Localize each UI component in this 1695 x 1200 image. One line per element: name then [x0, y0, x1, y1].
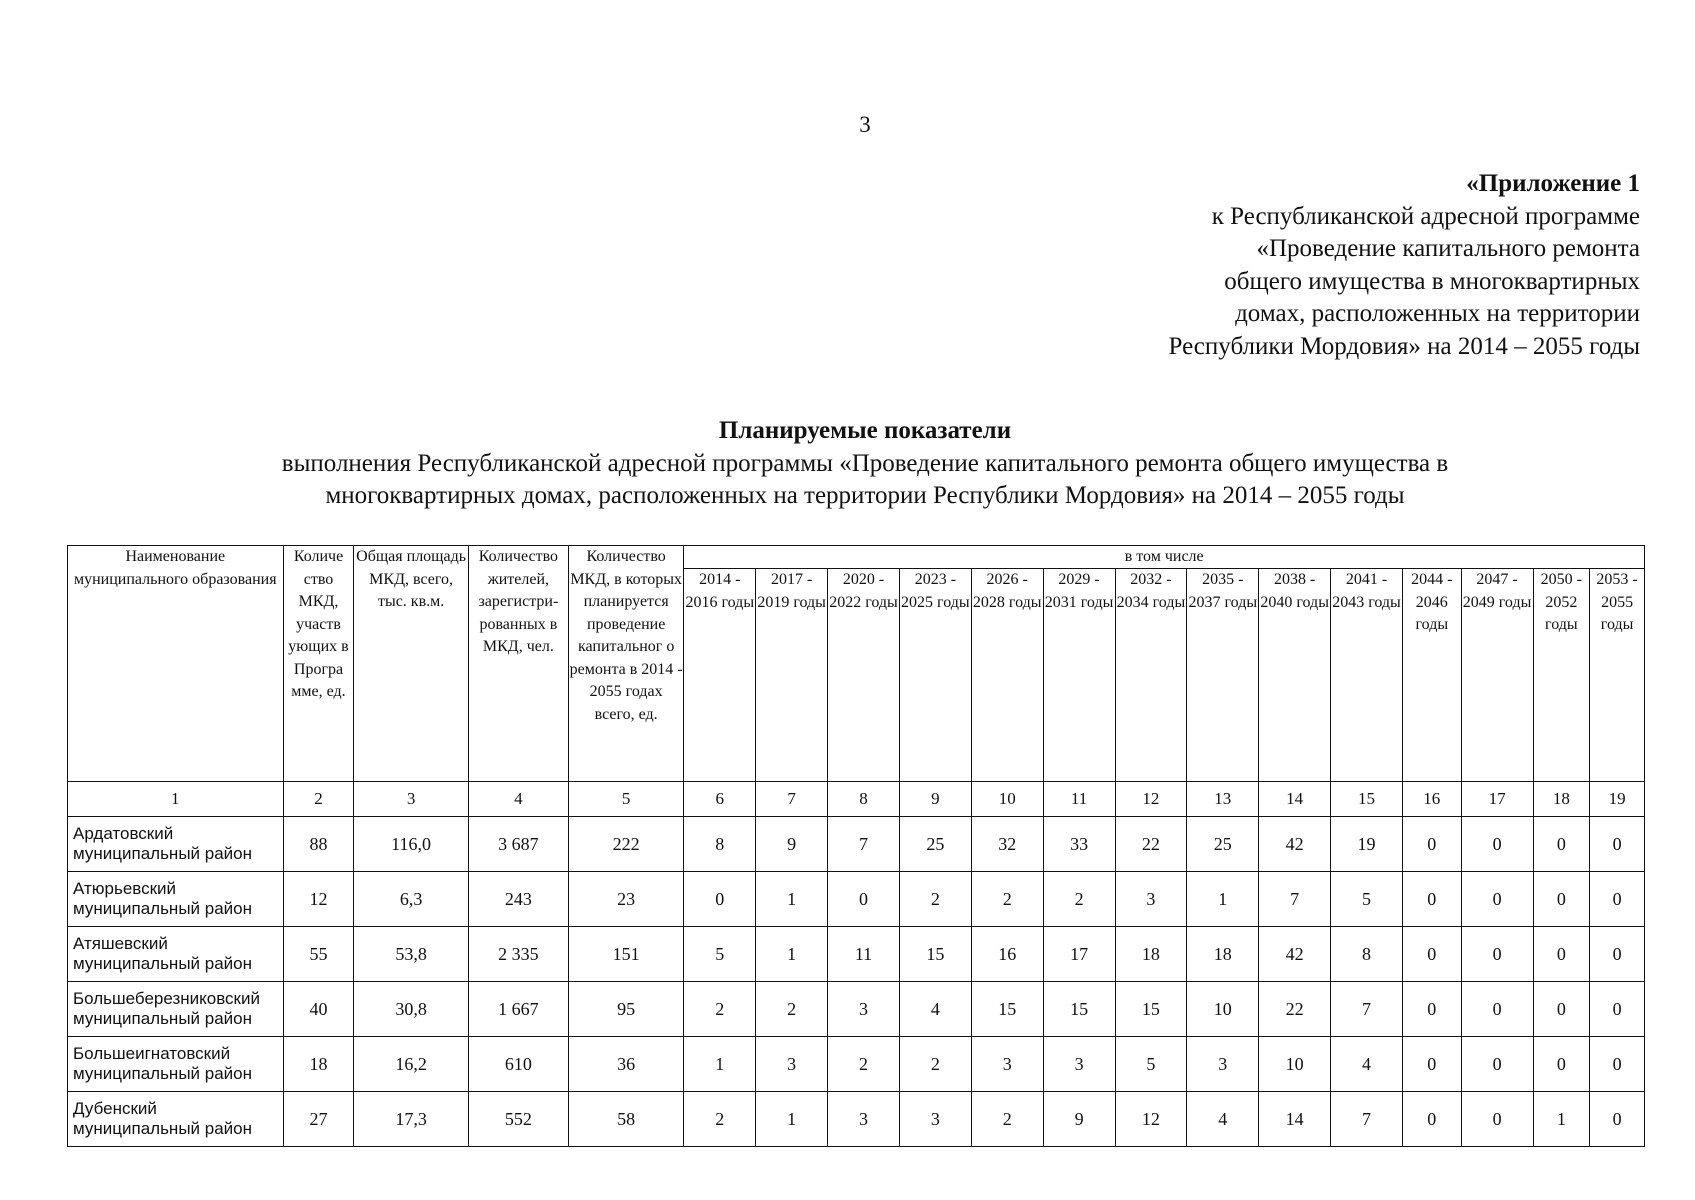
- period-cell: 1: [756, 872, 828, 927]
- period-cell: 0: [1402, 1037, 1461, 1092]
- period-cell: 22: [1115, 817, 1187, 872]
- column-number: 1: [68, 782, 284, 817]
- column-number: 3: [354, 782, 468, 817]
- planned-cell: 23: [568, 872, 683, 927]
- period-cell: 8: [684, 817, 756, 872]
- period-cell: 7: [1331, 982, 1403, 1037]
- period-cell: 32: [971, 817, 1043, 872]
- period-cell: 0: [1590, 982, 1645, 1037]
- area-cell: 17,3: [354, 1092, 468, 1147]
- planned-cell: 151: [568, 927, 683, 982]
- header-period: 2038 - 2040 годы: [1259, 569, 1331, 782]
- residents-cell: 243: [468, 872, 568, 927]
- period-cell: 10: [1187, 982, 1259, 1037]
- period-cell: 3: [828, 1092, 900, 1147]
- header-planned: Количество МКД, в которых планируется проведение капитальног о ремонта в 2014 - 2055 годах всего, ед.: [568, 546, 683, 782]
- period-cell: 16: [971, 927, 1043, 982]
- area-cell: 16,2: [354, 1037, 468, 1092]
- column-number: 19: [1590, 782, 1645, 817]
- page-number: 3: [859, 112, 871, 137]
- column-number: 5: [568, 782, 683, 817]
- period-cell: 2: [971, 872, 1043, 927]
- area-cell: 30,8: [354, 982, 468, 1037]
- heading-line: выполнения Республиканской адресной программы «Проведение капитального ремонта общего имущества в: [281, 449, 1449, 477]
- appendix-line: к Республиканской адресной программе: [1211, 202, 1640, 230]
- period-cell: 19: [1331, 817, 1403, 872]
- period-cell: 3: [828, 982, 900, 1037]
- table-row: [68, 817, 1645, 872]
- period-cell: 2: [828, 1037, 900, 1092]
- period-cell: 0: [1590, 872, 1645, 927]
- period-cell: 11: [828, 927, 900, 982]
- count-cell: 40: [283, 982, 354, 1037]
- residents-cell: 1 667: [468, 982, 568, 1037]
- table-row: [68, 982, 1645, 1037]
- appendix-block: [1169, 168, 1641, 363]
- period-cell: 33: [1043, 817, 1115, 872]
- period-cell: 25: [899, 817, 971, 872]
- table-row: [68, 927, 1645, 982]
- period-cell: 5: [1331, 872, 1403, 927]
- period-cell: 0: [1402, 872, 1461, 927]
- residents-cell: 2 335: [468, 927, 568, 982]
- period-cell: 3: [899, 1092, 971, 1147]
- period-cell: 1: [756, 927, 828, 982]
- period-cell: 4: [899, 982, 971, 1037]
- column-number-row: [68, 782, 1645, 817]
- period-cell: 9: [756, 817, 828, 872]
- name-cell: Атюрьевский муниципальный район: [68, 872, 284, 927]
- planned-cell: 58: [568, 1092, 683, 1147]
- name-cell: Большеигнатовский муниципальный район: [68, 1037, 284, 1092]
- period-cell: 7: [1259, 872, 1331, 927]
- period-cell: 4: [1331, 1037, 1403, 1092]
- period-cell: 2: [684, 1092, 756, 1147]
- period-cell: 0: [1533, 872, 1590, 927]
- header-period: 2026 - 2028 годы: [971, 569, 1043, 782]
- period-cell: 0: [684, 872, 756, 927]
- period-cell: 0: [1533, 927, 1590, 982]
- period-cell: 14: [1259, 1092, 1331, 1147]
- count-cell: 18: [283, 1037, 354, 1092]
- period-cell: 2: [1043, 872, 1115, 927]
- area-cell: 6,3: [354, 872, 468, 927]
- period-cell: 7: [828, 817, 900, 872]
- period-cell: 15: [1115, 982, 1187, 1037]
- period-cell: 3: [1187, 1037, 1259, 1092]
- appendix-title: «Приложение 1: [1466, 170, 1640, 197]
- header-residents: Количество жителей, зарегистри-рованных в МКД, чел.: [468, 546, 568, 782]
- column-number: 16: [1402, 782, 1461, 817]
- column-number: 8: [828, 782, 900, 817]
- count-cell: 88: [283, 817, 354, 872]
- name-cell: Атяшевский муниципальный район: [68, 927, 284, 982]
- header-period: 2044 - 2046 годы: [1402, 569, 1461, 782]
- header-period: 2032 - 2034 годы: [1115, 569, 1187, 782]
- header-count: Количе ство МКД, участв ующих в Програ мме, ед.: [283, 546, 354, 782]
- column-number: 12: [1115, 782, 1187, 817]
- header-period: 2029 - 2031 годы: [1043, 569, 1115, 782]
- period-cell: 2: [756, 982, 828, 1037]
- period-cell: 25: [1187, 817, 1259, 872]
- period-cell: 15: [1043, 982, 1115, 1037]
- period-cell: 0: [1402, 982, 1461, 1037]
- column-number: 18: [1533, 782, 1590, 817]
- period-cell: 3: [1115, 872, 1187, 927]
- period-cell: 0: [1461, 872, 1533, 927]
- heading-title: Планируемые показатели: [718, 417, 1012, 444]
- table-row: [68, 1092, 1645, 1147]
- period-cell: 1: [684, 1037, 756, 1092]
- column-number: 17: [1461, 782, 1533, 817]
- residents-cell: 552: [468, 1092, 568, 1147]
- header-period: 2020 - 2022 годы: [828, 569, 900, 782]
- planned-cell: 36: [568, 1037, 683, 1092]
- table-row: [68, 1037, 1645, 1092]
- period-cell: 9: [1043, 1092, 1115, 1147]
- period-cell: 0: [1590, 817, 1645, 872]
- column-number: 6: [684, 782, 756, 817]
- period-cell: 0: [828, 872, 900, 927]
- header-period: 2047 - 2049 годы: [1461, 569, 1533, 782]
- appendix-line: домах, расположенных на территории: [1235, 300, 1640, 327]
- period-cell: 1: [1187, 872, 1259, 927]
- appendix-line: «Проведение капитального ремонта: [1256, 235, 1640, 262]
- period-cell: 42: [1259, 927, 1331, 982]
- period-cell: 3: [971, 1037, 1043, 1092]
- period-cell: 0: [1533, 1037, 1590, 1092]
- column-number: 4: [468, 782, 568, 817]
- period-cell: 15: [971, 982, 1043, 1037]
- period-cell: 3: [756, 1037, 828, 1092]
- heading-line: многоквартирных домах, расположенных на территории Республики Мордовия» на 2014 – 2055 годы: [325, 482, 1405, 509]
- planned-cell: 95: [568, 982, 683, 1037]
- column-number: 10: [971, 782, 1043, 817]
- period-cell: 0: [1461, 927, 1533, 982]
- period-cell: 10: [1259, 1037, 1331, 1092]
- planned-cell: 222: [568, 817, 683, 872]
- header-period: 2023 - 2025 годы: [899, 569, 971, 782]
- period-cell: 1: [756, 1092, 828, 1147]
- period-cell: 5: [684, 927, 756, 982]
- period-cell: 0: [1461, 1037, 1533, 1092]
- header-period: 2041 - 2043 годы: [1331, 569, 1403, 782]
- column-number: 14: [1259, 782, 1331, 817]
- name-cell: Большеберезниковский муниципальный район: [68, 982, 284, 1037]
- column-number: 11: [1043, 782, 1115, 817]
- period-cell: 2: [899, 872, 971, 927]
- table-body: [68, 817, 1645, 1147]
- period-cell: 3: [1043, 1037, 1115, 1092]
- header-period: 2050 - 2052 годы: [1533, 569, 1590, 782]
- period-cell: 0: [1402, 1092, 1461, 1147]
- name-cell: Ардатовский муниципальный район: [68, 817, 284, 872]
- header-period: 2014 - 2016 годы: [684, 569, 756, 782]
- period-cell: 17: [1043, 927, 1115, 982]
- period-cell: 0: [1461, 982, 1533, 1037]
- document-heading: [0, 415, 1695, 513]
- period-cell: 12: [1115, 1092, 1187, 1147]
- period-cell: 22: [1259, 982, 1331, 1037]
- period-cell: 15: [899, 927, 971, 982]
- appendix-line: общего имущества в многоквартирных: [1224, 267, 1640, 295]
- period-cell: 7: [1331, 1092, 1403, 1147]
- period-cell: 4: [1187, 1092, 1259, 1147]
- count-cell: 27: [283, 1092, 354, 1147]
- period-cell: 0: [1402, 817, 1461, 872]
- header-period: 2017 - 2019 годы: [756, 569, 828, 782]
- header-period: 2035 - 2037 годы: [1187, 569, 1259, 782]
- header-name: Наименование муниципального образования: [68, 546, 284, 782]
- name-cell: Дубенский муниципальный район: [68, 1092, 284, 1147]
- residents-cell: 610: [468, 1037, 568, 1092]
- column-number: 7: [756, 782, 828, 817]
- area-cell: 53,8: [354, 927, 468, 982]
- period-cell: 0: [1590, 1092, 1645, 1147]
- period-cell: 0: [1461, 1092, 1533, 1147]
- period-cell: 42: [1259, 817, 1331, 872]
- period-cell: 0: [1533, 982, 1590, 1037]
- header-row: [68, 546, 1645, 569]
- appendix-line: Республики Мордовия» на 2014 – 2055 годы: [1168, 332, 1640, 360]
- area-cell: 116,0: [354, 817, 468, 872]
- period-cell: 0: [1402, 927, 1461, 982]
- period-cell: 2: [684, 982, 756, 1037]
- table-row: [68, 872, 1645, 927]
- period-cell: 5: [1115, 1037, 1187, 1092]
- header-area: Общая площадь МКД, всего, тыс. кв.м.: [354, 546, 468, 782]
- column-number: 2: [283, 782, 354, 817]
- period-cell: 1: [1533, 1092, 1590, 1147]
- period-cell: 2: [899, 1037, 971, 1092]
- column-number: 9: [899, 782, 971, 817]
- residents-cell: 3 687: [468, 817, 568, 872]
- column-number: 15: [1331, 782, 1403, 817]
- period-cell: 18: [1115, 927, 1187, 982]
- period-cell: 0: [1590, 1037, 1645, 1092]
- period-cell: 0: [1533, 817, 1590, 872]
- period-cell: 2: [971, 1092, 1043, 1147]
- indicators-table: [67, 545, 1645, 1147]
- count-cell: 55: [283, 927, 354, 982]
- period-cell: 8: [1331, 927, 1403, 982]
- header-group: в том числе: [684, 546, 1645, 569]
- period-cell: 0: [1590, 927, 1645, 982]
- column-number: 13: [1187, 782, 1259, 817]
- period-cell: 0: [1461, 817, 1533, 872]
- period-cell: 18: [1187, 927, 1259, 982]
- count-cell: 12: [283, 872, 354, 927]
- header-period: 2053 - 2055 годы: [1590, 569, 1645, 782]
